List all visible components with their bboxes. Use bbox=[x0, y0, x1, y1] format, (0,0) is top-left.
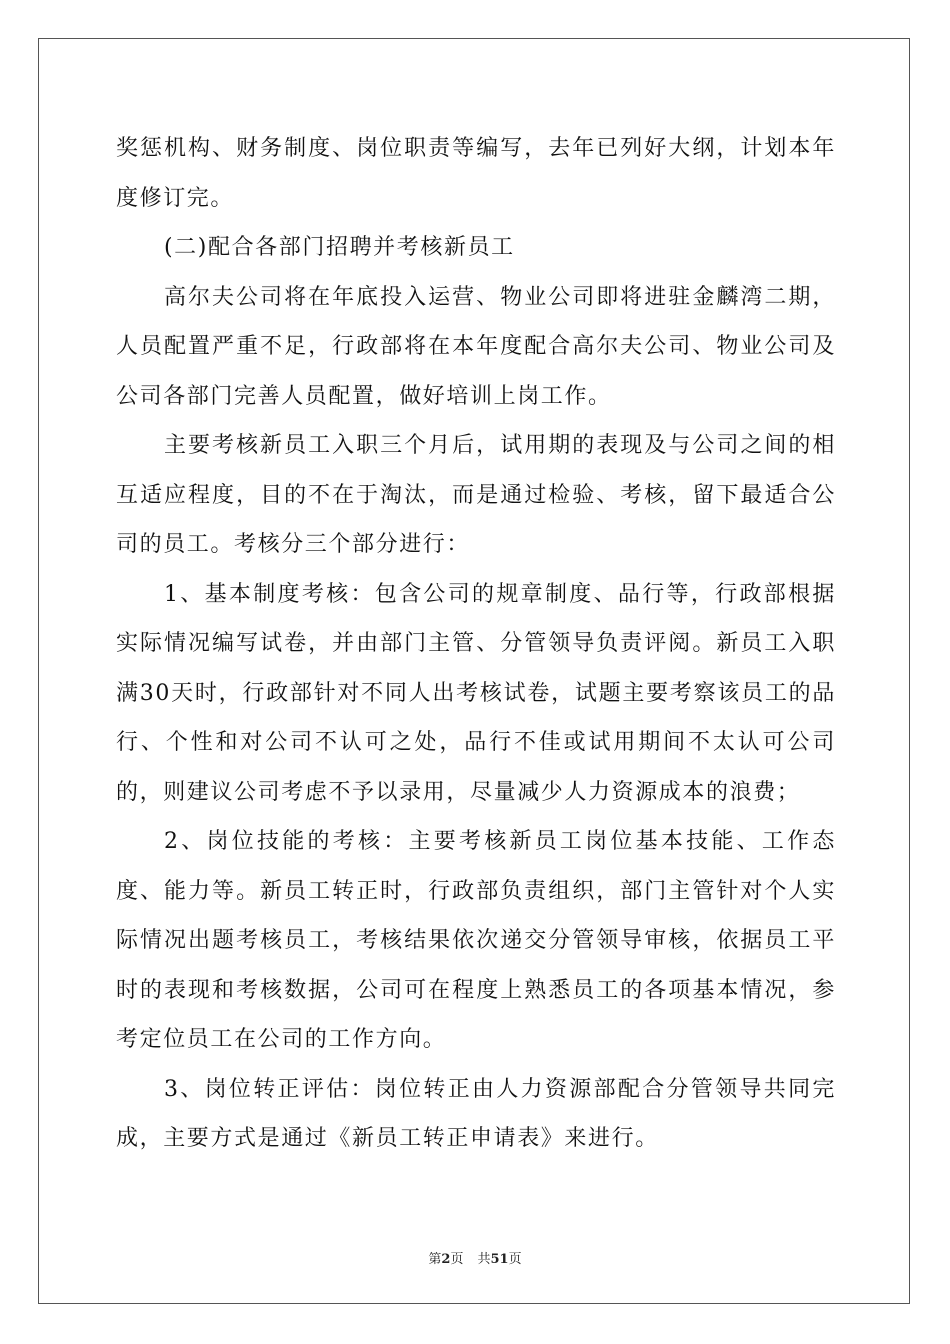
total-suffix: 页 bbox=[508, 1252, 522, 1267]
total-pages: 51 bbox=[490, 1252, 509, 1267]
paragraph-item-3: 3、岗位转正评估：岗位转正由人力资源部配合分管领导共同完成，主要方式是通过《新员工转正申请表》来进行。 bbox=[116, 1076, 836, 1151]
paragraph-1: 奖惩机构、财务制度、岗位职责等编写，去年已列好大纲，计划本年度修订完。 bbox=[116, 136, 836, 211]
page-number: 2 bbox=[441, 1252, 451, 1267]
paragraph-4: 主要考核新员工入职三个月后，试用期的表现及与公司之间的相互适应程度，目的不在于淘汰，而是通过检验、考核，留下最适合公司的员工。考核分三个部分进行： bbox=[116, 433, 836, 557]
page-prefix: 第 bbox=[428, 1252, 442, 1267]
paragraph-3: 高尔夫公司将在年底投入运营、物业公司即将进驻金麟湾二期，人员配置严重不足，行政部将在本年度配合高尔夫公司、物业公司及公司各部门完善人员配置，做好培训上岗工作。 bbox=[116, 284, 836, 409]
paragraph-item-1: 1、基本制度考核：包含公司的规章制度、品行等，行政部根据实际情况编写试卷，并由部门主管、分管领导负责评阅。新员工入职满30天时，行政部针对不同人出考核试卷，试题主要考察该员工的品行、个性和对公司不认可之处，品行不佳或试用期间不太认可公司的，则建议公司考虑不予以录用，尽量减少人力资源成本的浪费； bbox=[116, 581, 836, 805]
page-suffix: 页 bbox=[450, 1252, 464, 1267]
total-prefix: 共 bbox=[477, 1252, 491, 1267]
section-heading-recruit: (二)配合各部门招聘并考核新员工 bbox=[164, 235, 515, 260]
page-footer bbox=[0, 1248, 950, 1267]
paragraph-item-2: 2、岗位技能的考核：主要考核新员工岗位基本技能、工作态度、能力等。新员工转正时，行政部负责组织，部门主管针对个人实际情况出题考核员工，考核结果依次递交分管领导审核，依据员工平时的表现和考核数据，公司可在程度上熟悉员工的各项基本情况，参考定位员工在公司的工作方向。 bbox=[116, 829, 836, 1052]
document-body bbox=[116, 124, 836, 1164]
